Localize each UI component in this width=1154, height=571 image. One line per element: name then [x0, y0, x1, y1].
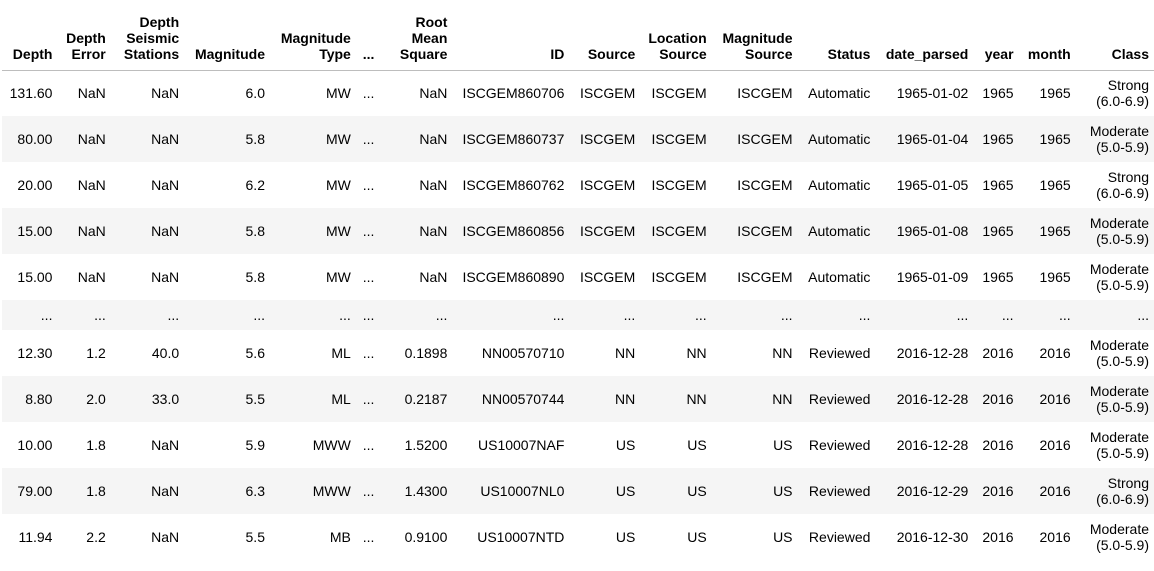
table-cell: US — [615, 529, 636, 545]
table-cell: ISCGEM860762 — [462, 177, 565, 193]
table-cell: 2016 — [1039, 345, 1071, 361]
column-header-location-source: Location Source — [640, 0, 711, 70]
table-cell: 1965-01-09 — [896, 269, 969, 285]
table-cell: 2016 — [1039, 483, 1071, 499]
table-cell: US10007NTD — [477, 529, 565, 545]
table-cell: ... — [362, 85, 375, 102]
table-cell: ISCGEM860737 — [462, 131, 565, 147]
table-cell: NaN — [151, 177, 180, 193]
table-cell: 6.0 — [245, 85, 265, 102]
table-cell: NaN — [151, 269, 180, 285]
table-cell: ... — [1059, 307, 1071, 323]
table-cell: Strong (6.0-6.9) — [1096, 169, 1149, 201]
table-cell: NaN — [151, 483, 180, 499]
table-cell: ... — [1001, 307, 1014, 323]
table-cell: ... — [362, 483, 375, 499]
table-cell: 1965-01-05 — [896, 177, 969, 193]
column-header-date-parsed: date_parsed — [875, 0, 973, 70]
table-cell: 1965-01-04 — [896, 131, 969, 147]
table-row — [2, 468, 1154, 514]
table-cell: 2016-12-28 — [896, 391, 969, 407]
table-cell: 5.8 — [245, 131, 265, 147]
table-cell: NaN — [419, 85, 448, 102]
column-header-depth-error: Depth Error — [57, 0, 110, 70]
table-cell: ISCGEM — [651, 223, 707, 239]
table-cell: MWW — [312, 483, 351, 499]
table-cell: 1965-01-02 — [896, 85, 969, 102]
column-header-id: ID — [452, 0, 569, 70]
table-cell: 33.0 — [151, 391, 180, 407]
table-cell: NaN — [151, 437, 180, 453]
table-cell: US — [773, 529, 793, 545]
table-cell: ... — [362, 437, 375, 453]
table-cell: Moderate (5.0-5.9) — [1089, 123, 1149, 155]
table-cell: US10007NAF — [478, 437, 565, 453]
column-header-source: Source — [569, 0, 640, 70]
table-cell: NN00570710 — [481, 345, 565, 361]
table-cell: 2016 — [1039, 529, 1071, 545]
table-cell: NN — [615, 345, 636, 361]
table-cell: 1965-01-08 — [896, 223, 969, 239]
table-cell: 2.0 — [86, 391, 106, 407]
table-cell: 131.60 — [9, 85, 53, 102]
column-header-depth: Depth — [2, 0, 57, 70]
column-header-depth-seismic-stations: Depth Seismic Stations — [111, 0, 184, 70]
table-cell: 5.9 — [245, 437, 265, 453]
table-cell: 5.8 — [245, 223, 265, 239]
column-header-class: Class — [1076, 0, 1154, 70]
table-cell: ISCGEM — [737, 269, 793, 285]
table-cell: ML — [331, 345, 351, 361]
table-cell: 80.00 — [17, 131, 53, 147]
table-cell: 5.5 — [245, 529, 265, 545]
table-cell: 1965 — [982, 85, 1014, 102]
table-row — [2, 254, 1154, 300]
table-cell: 1.8 — [86, 483, 106, 499]
table-cell: US — [687, 529, 707, 545]
dataframe-table — [2, 0, 1154, 560]
column-header-status: Status — [798, 0, 876, 70]
table-cell: ISCGEM — [737, 177, 793, 193]
table-cell: ISCGEM — [580, 223, 636, 239]
table-cell: ... — [362, 177, 375, 193]
table-row — [2, 330, 1154, 376]
table-cell: 1.4300 — [404, 483, 448, 499]
table-cell: 1965 — [982, 269, 1014, 285]
table-cell: US — [773, 483, 793, 499]
table-cell: NN — [772, 391, 793, 407]
table-cell: ISCGEM — [651, 85, 707, 102]
table-cell: 2016-12-28 — [896, 437, 969, 453]
table-cell: ISCGEM — [737, 131, 793, 147]
table-cell: 0.1898 — [404, 345, 448, 361]
table-cell: NaN — [77, 269, 106, 285]
table-cell: Reviewed — [808, 345, 871, 361]
table-cell: Moderate (5.0-5.9) — [1089, 215, 1149, 247]
table-cell: 1965 — [1039, 85, 1071, 102]
table-cell: NN — [686, 391, 707, 407]
table-cell: 1965 — [982, 223, 1014, 239]
table-cell: MWW — [312, 437, 351, 453]
table-cell: Reviewed — [808, 483, 871, 499]
table-cell: Strong (6.0-6.9) — [1096, 475, 1149, 507]
table-cell: 11.94 — [18, 529, 53, 545]
table-cell: ISCGEM860856 — [462, 223, 565, 239]
table-cell: 10.00 — [17, 437, 53, 453]
table-cell: NaN — [77, 85, 106, 102]
table-cell: Reviewed — [808, 437, 871, 453]
table-cell: 40.0 — [151, 345, 180, 361]
table-cell: Strong (6.0-6.9) — [1096, 77, 1149, 110]
table-cell: 20.00 — [17, 177, 53, 193]
table-cell: 2016-12-28 — [896, 345, 969, 361]
column-header-root-mean-square: Root Mean Square — [379, 0, 452, 70]
table-row — [2, 70, 1154, 116]
table-cell: Reviewed — [808, 391, 871, 407]
table-row — [2, 422, 1154, 468]
table-cell: 1965 — [1039, 131, 1071, 147]
table-cell: NaN — [151, 85, 180, 102]
table-cell: 1965 — [1039, 223, 1071, 239]
table-cell: 0.2187 — [404, 391, 448, 407]
table-cell: ... — [1137, 307, 1149, 323]
table-row — [2, 208, 1154, 254]
table-cell: NaN — [151, 131, 180, 147]
table-cell: Moderate (5.0-5.9) — [1089, 429, 1149, 461]
table-cell: NaN — [77, 223, 106, 239]
table-cell: 12.30 — [17, 345, 53, 361]
table-cell: US10007NL0 — [480, 483, 565, 499]
table-cell: ... — [956, 307, 969, 323]
table-cell: ... — [40, 307, 53, 323]
table-cell: ISCGEM860706 — [462, 85, 565, 102]
table-cell: 2016 — [1039, 437, 1071, 453]
table-cell: Automatic — [808, 269, 871, 285]
table-row — [2, 116, 1154, 162]
table-cell: ... — [362, 131, 375, 147]
table-cell: 6.2 — [245, 177, 265, 193]
table-cell: 5.8 — [245, 269, 265, 285]
table-cell: MW — [325, 223, 351, 239]
table-cell: 2016 — [1039, 391, 1071, 407]
table-row — [2, 162, 1154, 208]
table-cell: ISCGEM — [651, 177, 707, 193]
ellipsis-row — [2, 300, 1154, 330]
table-cell: NN00570744 — [481, 391, 565, 407]
table-cell: 1.5200 — [404, 437, 448, 453]
table-cell: 15.00 — [17, 269, 53, 285]
table-cell: ISCGEM — [737, 223, 793, 239]
table-cell: MW — [325, 177, 351, 193]
table-cell: 2016 — [982, 345, 1014, 361]
table-cell: US — [615, 437, 636, 453]
table-cell: 0.9100 — [404, 529, 448, 545]
column-header-year: year — [973, 0, 1018, 70]
table-cell: ISCGEM — [580, 269, 636, 285]
table-cell: Automatic — [808, 85, 871, 102]
table-cell: 1965 — [1039, 177, 1071, 193]
table-cell: ... — [362, 345, 375, 361]
column-header-month: month — [1019, 0, 1076, 70]
table-cell: ISCGEM — [651, 269, 707, 285]
table-cell: Reviewed — [808, 529, 871, 545]
table-cell: NaN — [419, 223, 448, 239]
table-cell: 1.2 — [86, 345, 106, 361]
table-body — [2, 70, 1154, 560]
table-cell: 2016-12-29 — [896, 483, 969, 499]
table-cell: NaN — [419, 131, 448, 147]
table-cell: ... — [780, 307, 793, 323]
table-cell: 5.6 — [245, 345, 265, 361]
table-cell: US — [687, 437, 707, 453]
table-cell: 1965 — [982, 177, 1014, 193]
table-cell: ... — [362, 223, 375, 239]
table-cell: 1.8 — [86, 437, 106, 453]
table-cell: MB — [329, 529, 351, 545]
table-cell: NaN — [77, 177, 106, 193]
table-cell: ... — [362, 529, 375, 545]
table-cell: ISCGEM860890 — [462, 269, 565, 285]
table-cell: 15.00 — [17, 223, 53, 239]
table-cell: 8.80 — [25, 391, 53, 407]
table-cell: 2016 — [982, 529, 1014, 545]
table-cell: US — [615, 483, 636, 499]
table-cell: Automatic — [808, 131, 871, 147]
table-cell: 5.5 — [245, 391, 265, 407]
table-cell: Automatic — [808, 223, 871, 239]
header-row — [2, 0, 1154, 70]
table-cell: NaN — [419, 269, 448, 285]
table-cell: 1965 — [1039, 269, 1071, 285]
table-cell: 6.3 — [245, 483, 265, 499]
table-cell: Moderate (5.0-5.9) — [1089, 521, 1149, 553]
table-cell: NN — [686, 345, 707, 361]
table-cell: 2016 — [982, 391, 1014, 407]
table-cell: US — [773, 437, 793, 453]
table-cell: MW — [325, 269, 351, 285]
table-cell: ISCGEM — [580, 177, 636, 193]
table-cell: NaN — [151, 529, 180, 545]
table-cell: Automatic — [808, 177, 871, 193]
table-cell: ISCGEM — [580, 85, 636, 102]
table-cell: ... — [167, 307, 180, 323]
table-cell: NN — [772, 345, 793, 361]
table-cell: US — [687, 483, 707, 499]
table-cell: 79.00 — [17, 483, 53, 499]
column-header-magnitude: Magnitude — [184, 0, 270, 70]
table-cell: MW — [325, 131, 351, 147]
table-cell: ISCGEM — [651, 131, 707, 147]
table-cell: MW — [325, 85, 351, 102]
table-cell: 2.2 — [86, 529, 106, 545]
table-row — [2, 376, 1154, 422]
table-cell: ... — [552, 307, 565, 323]
table-cell: NaN — [151, 223, 180, 239]
table-cell: 1965 — [982, 131, 1014, 147]
table-cell: NaN — [419, 177, 448, 193]
table-cell: ... — [362, 391, 375, 407]
table-header — [2, 0, 1154, 70]
table-cell: ... — [339, 307, 351, 323]
table-cell: ... — [362, 307, 375, 323]
table-cell: NaN — [77, 131, 106, 147]
table-cell: NN — [615, 391, 636, 407]
table-cell: Moderate (5.0-5.9) — [1089, 337, 1149, 369]
table-cell: ML — [331, 391, 351, 407]
table-cell: ... — [362, 269, 375, 285]
column-header-ellipsis: ... — [356, 0, 380, 70]
table-cell: 2016-12-30 — [896, 529, 969, 545]
table-row — [2, 514, 1154, 560]
table-cell: ... — [695, 307, 707, 323]
table-cell: 2016 — [982, 483, 1014, 499]
table-cell: Moderate (5.0-5.9) — [1089, 383, 1149, 415]
table-cell: ... — [253, 307, 265, 323]
table-cell: ... — [435, 307, 448, 323]
table-cell: ... — [623, 307, 636, 323]
table-cell: 2016 — [982, 437, 1014, 453]
column-header-magnitude-type: Magnitude Type — [270, 0, 356, 70]
table-cell: Moderate (5.0-5.9) — [1089, 261, 1149, 293]
column-header-magnitude-source: Magnitude Source — [712, 0, 798, 70]
table-cell: ISCGEM — [580, 131, 636, 147]
table-cell: ... — [94, 307, 106, 323]
table-cell: ISCGEM — [737, 85, 793, 102]
table-cell: ... — [858, 307, 871, 323]
